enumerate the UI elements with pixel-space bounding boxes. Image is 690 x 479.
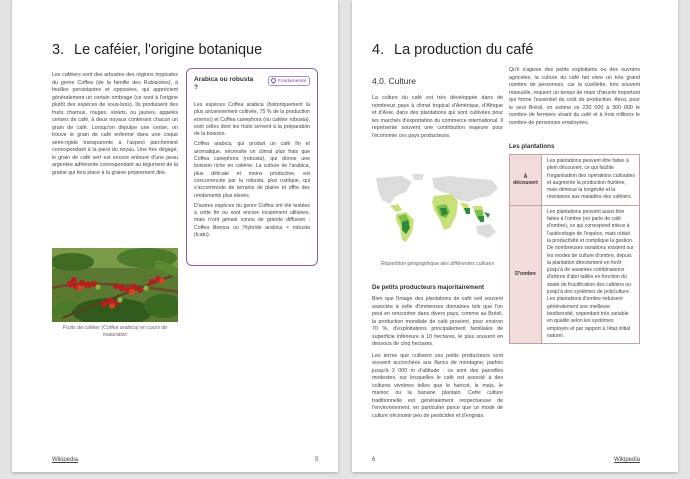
fundamental-callout bbox=[186, 68, 318, 266]
world-coffee-map bbox=[372, 172, 503, 254]
small-producers-text bbox=[372, 296, 503, 424]
table-row bbox=[510, 205, 640, 343]
chapter-title bbox=[52, 42, 262, 58]
coffee-cherries-photo bbox=[52, 248, 178, 322]
photo-caption: Fruits de caféier (Coffea arabica) en cours de maturation bbox=[62, 325, 168, 338]
row-text-shade: Les plantations peuvent aussi être faites à l'ombre (on parle de café d'ombre), ce qui correspond mieux à l'autécologie de l'espèce, mais réduit la productivité et complique la gestion. De nombreuses variations existent sur les modes de culture d'ombre, depuis la plantation directement en forêt jusqu'à de savantes combinaisons d'arbres d'abri taillés en fonction du stade de fructification des caféiers ou jusqu'à des systèmes de polyculture. Les plantations d'ombre induisent généralement une meilleure biodiversité, cependant très variable en qualité selon les systèmes employés et par rapport à l'état initial naturel. bbox=[542, 205, 640, 343]
page-6 bbox=[352, 0, 678, 472]
callout-paragraph: D'autres espèces du genre Coffea ont été testées à cette fin ou sont encore localement utilisées, mais n'ont jamais connu de grande diffusion : Coffea liberica ou l'hybride arabica × robusta (Icatu). bbox=[194, 202, 310, 239]
footer-source-link[interactable]: Wikipedia bbox=[52, 457, 79, 463]
row-text-open: Les plantations peuvent être faites à plein découvert, ce qui facilite l'organisation des opérations culturales et augmente la production fruitière, mais diminue la longévité et la résistance aux maladies des caféiers. bbox=[542, 155, 640, 206]
callout-text bbox=[194, 102, 310, 239]
callout-paragraph: Les espèces Coffea arabica (historiquement la plus anciennement cultivée, 75 % de la production environ) et Coffea canephora (ou caféier robusta), sont celles dont les fruits servent à la préparation de la boisson. bbox=[194, 102, 310, 138]
intro-paragraph: Les caféiers sont des arbustes des régions tropicales du genre Coffea (de la famille des Rubiacées), à feuilles persistantes et opposées, qui apprécient généralement un certain ombrage (ce sont à l'origine plutôt des espèces de sous-bois). Ils produisent des fruits charnus, rouges, violets, ou jaunes, appelés cerises de café, à deux noyaux contenant chacun un grain de café. Lorsqu'on dépulpe une cerise, on trouve le grain de café enfermé dans une coque semi-rigide transparente à l'aspect parcheminé correspondant à la paroi du noyau. Une fois dégagé, le grain de café vert est encore entouré d'une peau argentée adhérente correspondant au tégument de la graine qui fera place à la graine proprement dite. bbox=[52, 72, 178, 176]
workforce-paragraph: Qu'il s'agisse des petits exploitants ou des ouvriers agricoles, la culture du café fait vivre un très grand nombre de personnes, car la cueillette, très souvent manuelle, requiert un temps de main d'œuvre important qui forme l'essentiel du coût de production. Ainsi, pour le seul Brésil, on estime ce 230 000 à 300 000 le nombre de fermiers vivant du café et à trois millions le nombre de personnes employées. bbox=[509, 67, 640, 126]
culture-paragraph: La culture du café est très développée dans de nombreux pays à climat tropical d'Amérique, d'Afrique et d'Asie, dans des plantations qui sont cultivées pour les marchés d'exportation du commerce international. Il représente souvent une contribution majeure pour l'économie ces pays producteurs. bbox=[372, 95, 503, 139]
page-5 bbox=[12, 0, 338, 472]
intro-text bbox=[52, 72, 178, 181]
page-number: 6 bbox=[372, 457, 376, 463]
small-producers-paragraph: Bien que l'image des plantations de café soit souvent associée à celle d'immenses domaines tels que l'on peut en rencontrer dans divers pays, comme au Brésil, la production mondiale de café provient, pour environ 70 %, d'exploitations principalement familiales de superficie inférieure à 10 hectares, le plus souvent en dessous de cinq hectares. bbox=[372, 296, 503, 347]
section-title: 4.0. Culture bbox=[372, 76, 416, 86]
small-producers-paragraph: Les terres que cultivent ces petits producteurs sont souvent accrochées aux flancs de montagne, parfois jusqu'à 2 000 m d'altitude : ce sont des parcelles modestes, sur lesquelles le café est associé à des cultures vivrières telles que le haricot, le maïs, le manioc ou la banane plantain. Cette culture traditionnelle est généralement respectueuse de l'environnement, en particulier parce que ce mode de culture nécessite peu de pesticides et d'engrais. bbox=[372, 352, 503, 419]
page-number: 5 bbox=[315, 457, 319, 463]
chapter-title bbox=[372, 42, 533, 58]
map-caption: Répartition géographique des différentes cultures bbox=[380, 261, 495, 267]
row-label-shade: D'ombre bbox=[510, 205, 542, 343]
chapter-title-text: Le caféier, l'origine botanique bbox=[74, 42, 263, 58]
subheading-small-producers: De petits producteurs majoritairement bbox=[372, 284, 485, 291]
chapter-number: 4. bbox=[372, 42, 385, 58]
callout-title: Arabica ou robusta ? bbox=[194, 76, 254, 91]
map-illustration bbox=[372, 172, 503, 254]
subheading-plantations: Les plantations bbox=[509, 143, 555, 150]
callout-paragraph: Coffea arabica, qui produit un café fin et aromatique, nécessite un climat plus frais que Coffea canephora (robusta), qui donne une boisson riche en caféine. La culture de l'arabica, plus délicate et moins productive, est concurrencée par la robusta, plus rustique, qui s'accommode de terrains de plaine et offre des rendements plus élevés. bbox=[194, 141, 310, 199]
row-label-open: À découvert bbox=[510, 155, 542, 206]
coffee-photo-illustration bbox=[52, 248, 178, 322]
plantations-table bbox=[509, 154, 640, 344]
workforce-text bbox=[509, 67, 640, 131]
pin-icon bbox=[270, 77, 277, 84]
chapter-title-text: La production du café bbox=[394, 42, 534, 58]
footer-source-link[interactable]: Wikipedia bbox=[614, 457, 641, 463]
table-row bbox=[510, 155, 640, 206]
badge-label: Fondamental bbox=[278, 79, 306, 84]
culture-text bbox=[372, 95, 503, 144]
chapter-number: 3. bbox=[52, 42, 65, 58]
fundamental-badge bbox=[268, 76, 310, 86]
